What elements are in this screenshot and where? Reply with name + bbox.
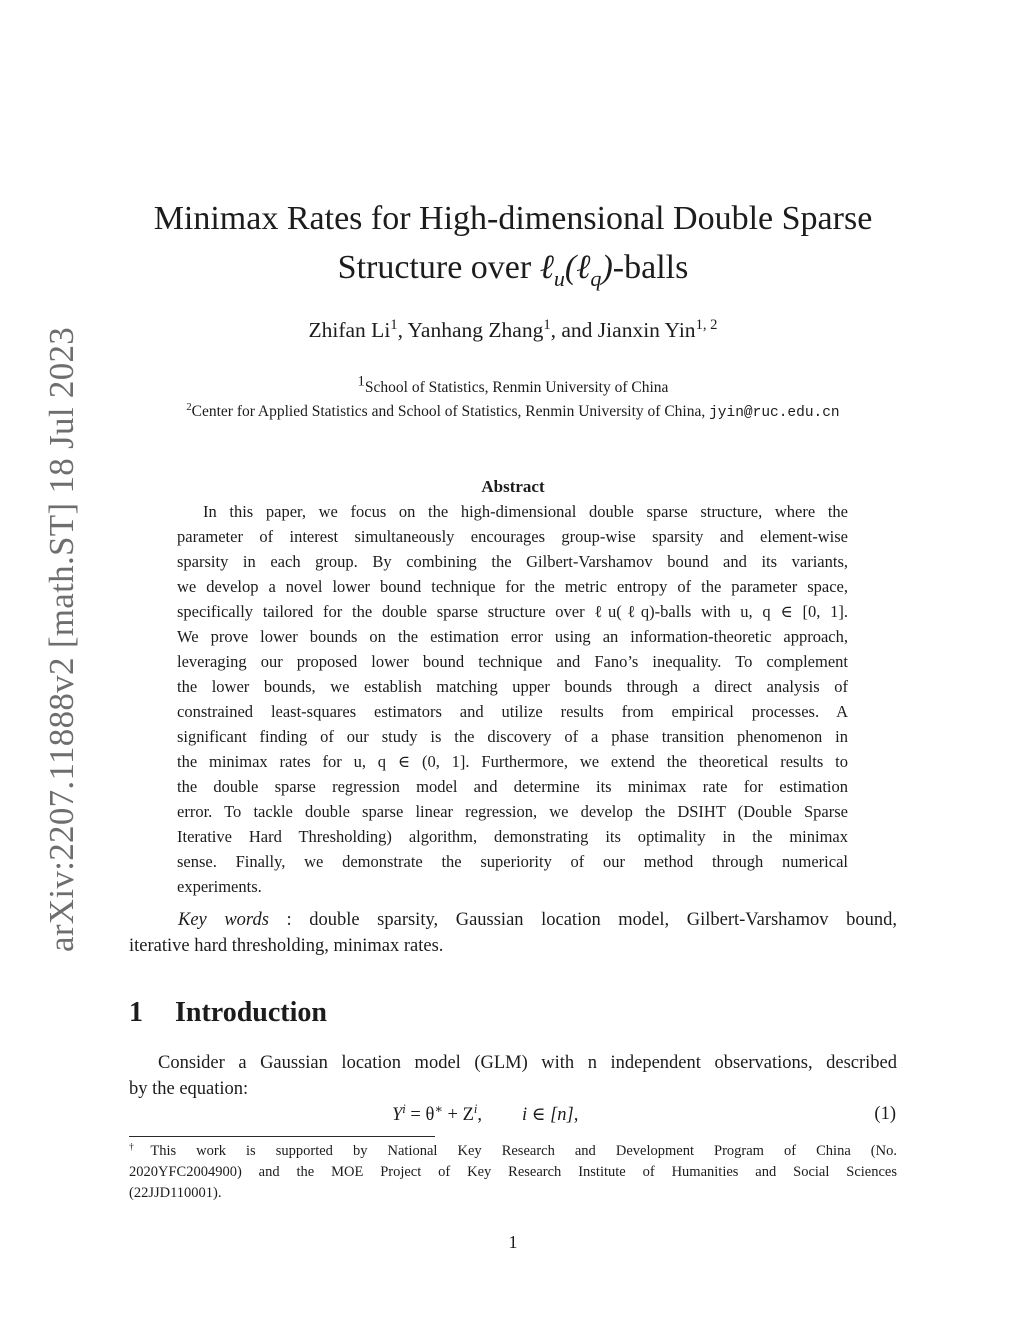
keywords-line-1: Key words : double sparsity, Gaussian location model, Gilbert-Varshamov bound, <box>178 910 897 930</box>
footnote-line-1: †This work is supported by National Key Research and Development Program of China (No. <box>129 1141 897 1159</box>
abstract-line: error. To tackle double sparse linear regression, we develop the DSIHT (Double Sparse <box>177 802 848 821</box>
abstract-line: sparsity in each group. By combining the Gilbert-Varshamov bound and its variants, <box>177 552 848 571</box>
affiliation-1: $^1$School of Statistics, Renmin University of China <box>357 373 669 396</box>
author-list: Zhifan Li$^1$, Yanhang Zhang$^1$, and Jianxin Yin$^{1, 2}$ <box>308 316 718 342</box>
keywords-label: Key words <box>178 910 269 930</box>
abstract-line: constrained least-squares estimators and utilize results from empirical processes. A <box>177 702 848 721</box>
equation-1: $Y^i = \theta^∗ + Z^i$, i ∈ [n], <box>392 1102 579 1125</box>
abstract-line: significant finding of our study is the discovery of a phase transition phenomenon in <box>177 727 848 746</box>
section-heading <box>129 997 327 1029</box>
section-number: 1 <box>129 997 143 1028</box>
affiliation-2: $^2$Center for Applied Statistics and School of Statistics, Renmin University of China, jyin@ruc.edu.cn <box>186 402 840 421</box>
email-link[interactable]: jyin@ruc.edu.cn <box>709 405 840 421</box>
keywords-line-2: iterative hard thresholding, minimax rates. <box>129 936 444 956</box>
abstract-line: We prove lower bounds on the estimation error using an information-theoretic approach, <box>177 627 848 646</box>
equation-number: (1) <box>874 1104 896 1124</box>
footnote-rule <box>129 1136 435 1137</box>
abstract-line: specifically tailored for the double sparse structure over ℓu(ℓq)-balls with u, q ∈ [0, 1]. <box>177 602 848 621</box>
author-3: , and Jianxin Yin <box>550 318 696 342</box>
arxiv-identifier-stamp: arXiv:2207.11888v2 [math.ST] 18 Jul 2023 <box>42 326 81 952</box>
footnote-line-2: 2020YFC2004900) and the MOE Project of Key Research Institute of Humanities and Social Sciences <box>129 1164 897 1180</box>
intro-paragraph-line-2: by the equation: <box>129 1079 249 1099</box>
paper-title-line-1: Minimax Rates for High-dimensional Double Sparse <box>153 200 873 237</box>
abstract-line: experiments. <box>177 877 262 896</box>
abstract-line: the double sparse regression model and determine its minimax rate for estimation <box>177 777 848 796</box>
abstract-line: In this paper, we focus on the high-dimensional double sparse structure, where the <box>203 502 848 521</box>
author-2: , Yanhang Zhang <box>397 318 544 342</box>
page-number: 1 <box>508 1232 518 1252</box>
abstract-line: parameter of interest simultaneously encourages group-wise sparsity and element-wise <box>177 527 848 546</box>
abstract-line: sense. Finally, we demonstrate the superiority of our method through numerical <box>177 852 848 871</box>
footnote-line-3: (22JJD110001). <box>129 1185 222 1201</box>
abstract-heading: Abstract <box>481 477 545 496</box>
title-math-ell-q: (ℓ$_q$) <box>564 249 613 291</box>
title-suffix: -balls <box>612 249 689 286</box>
title-prefix: Structure over <box>337 249 540 286</box>
section-title: Introduction <box>175 997 327 1028</box>
abstract-line: the lower bounds, we establish matching upper bounds through a direct analysis of <box>177 677 848 696</box>
abstract-line: leveraging our proposed lower bound technique and Fano’s inequality. To complement <box>177 652 848 671</box>
title-math-ell-u: ℓ$_u$ <box>539 249 565 291</box>
author-1: Zhifan Li <box>308 318 391 342</box>
abstract-line: we develop a novel lower bound technique for the metric entropy of the parameter space, <box>177 577 848 596</box>
abstract-line: Iterative Hard Thresholding) algorithm, demonstrating its optimality in the minimax <box>177 827 848 846</box>
paper-title-line-2 <box>130 249 896 292</box>
intro-paragraph-line-1: Consider a Gaussian location model (GLM) with n independent observations, described <box>158 1053 897 1073</box>
abstract-line: the minimax rates for u, q ∈ (0, 1]. Furthermore, we extend the theoretical results to <box>177 752 848 771</box>
